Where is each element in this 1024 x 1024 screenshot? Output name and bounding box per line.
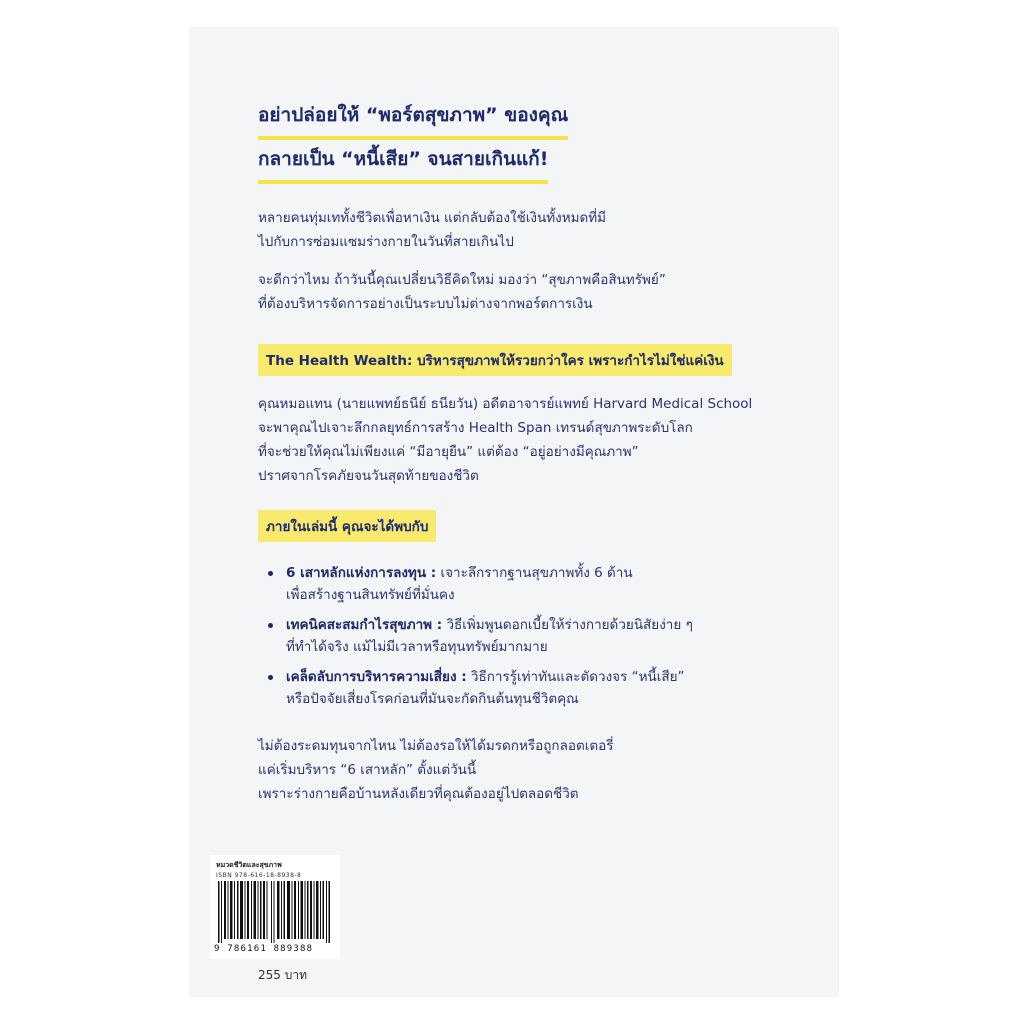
bullet-dot-icon [268, 623, 273, 628]
bullet-title: 6 เสาหลักแห่งการลงทุน : [286, 565, 437, 581]
paragraph-line: แค่เริ่มบริหาร “6 เสาหลัก” ตั้งแต่วันนี้ [258, 762, 477, 778]
bullet-dot-icon [268, 675, 273, 680]
paragraph-line: ไม่ต้องระดมทุนจากไหน ไม่ต้องรอให้ได้มรดกหรือถูกลอตเตอรี่ [258, 738, 614, 754]
bullet-text-line2: เพื่อสร้างฐานสินทรัพย์ที่มั่นคง [286, 587, 455, 603]
intro-paragraph [258, 206, 606, 254]
barcode-panel [210, 855, 340, 959]
bullet-text: เจาะลึกรากฐานสุขภาพทั้ง 6 ด้าน [436, 565, 633, 581]
paragraph-line: จะดีกว่าไหม ถ้าวันนี้คุณเปลี่ยนวิธีคิดใหม่ มองว่า “สุขภาพคือสินทรัพย์” [258, 272, 666, 288]
paragraph-line: เพราะร่างกายคือบ้านหลังเดียวที่คุณต้องอยู่ไปตลอดชีวิต [258, 786, 579, 802]
contents-highlight: ภายในเล่มนี้ คุณจะได้พบกับ [258, 510, 436, 542]
bullet-text-line2: ที่ทำได้จริง แม้ไม่มีเวลาหรือทุนทรัพย์มากมาย [286, 639, 548, 655]
price-label: 255 บาท [258, 968, 307, 982]
list-item [286, 666, 685, 710]
barcode-icon [216, 881, 334, 943]
bullet-title: เคล็ดลับการบริหารความเสี่ยง : [286, 669, 467, 685]
isbn-text: ISBN 978-616-18-8938-8 [216, 872, 302, 879]
paragraph-line: ไปกับการซ่อมแซมร่างกายในวันที่สายเกินไป [258, 234, 514, 250]
bullet-text: วิธีเพิ่มพูนดอกเบี้ยให้ร่างกายด้วยนิสัยง่าย ๆ [442, 617, 693, 633]
closing-paragraph [258, 734, 613, 806]
list-item [286, 562, 633, 606]
bullet-text: วิธีการรู้เท่าทันและตัดวงจร “หนี้เสีย” [466, 669, 685, 685]
book-back-cover [190, 28, 838, 996]
list-item [286, 614, 693, 658]
bullet-title: เทคนิคสะสมกำไรสุขภาพ : [286, 617, 443, 633]
headline-line-1: อย่าปล่อยให้ “พอร์ตสุขภาพ” ของคุณ [258, 100, 568, 140]
paragraph-line: ที่ต้องบริหารจัดการอย่างเป็นระบบไม่ต่างจากพอร์ตการเงิน [258, 296, 593, 312]
paragraph-line: จะพาคุณไปเจาะลึกกลยุทธ์การสร้าง Health Span เทรนด์สุขภาพระดับโลก [258, 420, 693, 436]
headline-line-2: กลายเป็น “หนี้เสีย” จนสายเกินแก้! [258, 144, 548, 184]
book-title-highlight: The Health Wealth: บริหารสุขภาพให้รวยกว่าใคร เพราะกำไรไม่ใช่แค่เงิน [258, 344, 732, 376]
paragraph-line: คุณหมอแทน (นายแพทย์ธนีย์ ธนียวัน) อดีตอาจารย์แพทย์ Harvard Medical School [258, 396, 753, 412]
paragraph-line: หลายคนทุ่มเททั้งชีวิตเพื่อหาเงิน แต่กลับต้องใช้เงินทั้งหมดที่มี [258, 210, 607, 226]
barcode-category: หมวดชีวิตและสุขภาพ [216, 861, 282, 869]
paragraph-line: ปราศจากโรคภัยจนวันสุดท้ายของชีวิต [258, 468, 479, 484]
bullet-dot-icon [268, 571, 273, 576]
bullet-text-line2: หรือปัจจัยเสี่ยงโรคก่อนที่มันจะกัดกินต้นทุนชีวิตคุณ [286, 691, 579, 707]
concept-paragraph [258, 268, 666, 316]
paragraph-line: ที่จะช่วยให้คุณไม่เพียงแค่ “มีอายุยืน” แต่ต้อง “อยู่อย่างมีคุณภาพ” [258, 444, 639, 460]
author-paragraph [258, 392, 752, 488]
barcode-number: 9 786161 889388 [214, 944, 314, 954]
